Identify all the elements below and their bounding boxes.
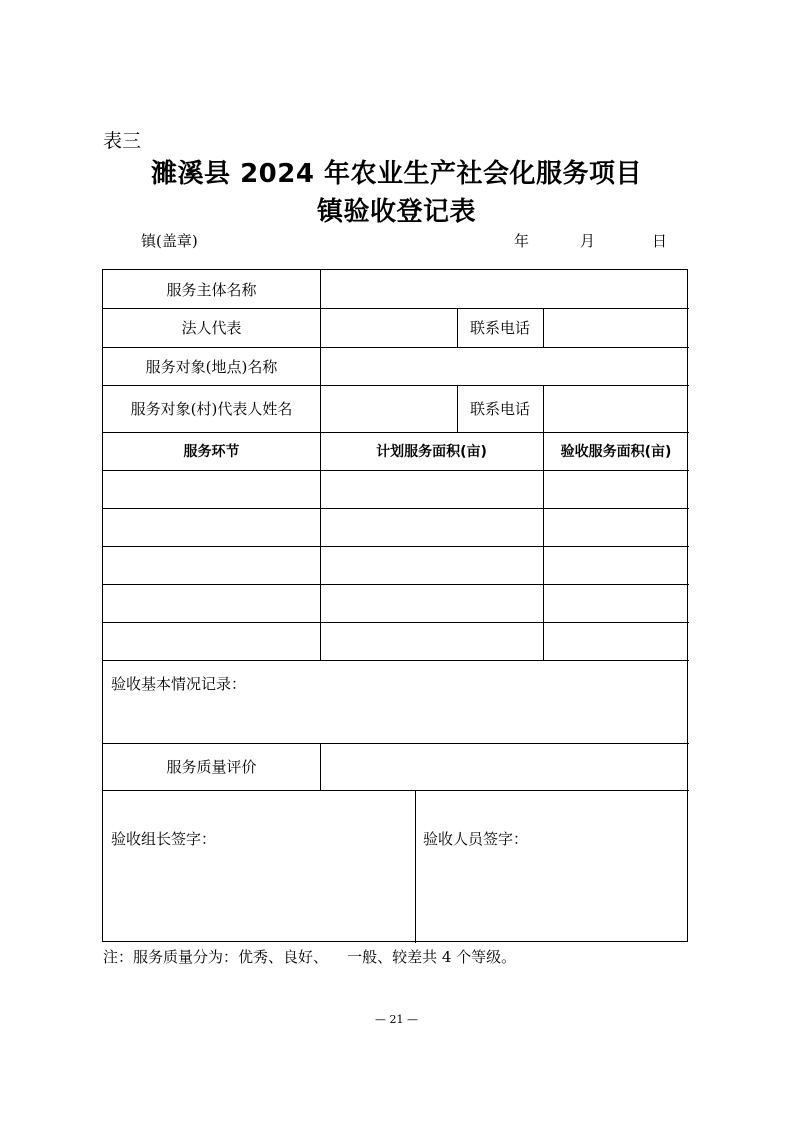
village-rep-name-label: 服务对象(村)代表人姓名 [130,400,293,418]
table-label: 表三 [103,130,142,152]
row-divider [103,660,689,661]
leader-signature-label: 验收组长签字： [111,829,217,848]
page-number: — 21 — [375,1013,418,1026]
quality-evaluation-field[interactable] [320,743,689,790]
year-label: 年 [514,232,530,250]
row-divider [103,790,689,791]
document-title-line1: 濉溪县 2024 年农业生产社会化服务项目 [151,159,642,189]
month-label: 月 [580,232,596,250]
legal-representative-label: 法人代表 [181,319,242,337]
service-entity-name-label: 服务主体名称 [166,280,257,299]
column-divider [415,790,416,943]
staff-signature-label: 验收人员签字： [423,829,529,848]
footnote: 注：服务质量分为：优秀、良好、 一般、较差共 4 个等级。 [103,948,517,966]
quality-evaluation-label: 服务质量评价 [166,758,257,776]
acceptance-record-label: 验收基本情况记录： [111,674,247,693]
day-label: 日 [652,232,668,250]
row-divider [103,584,689,585]
row-divider [103,546,689,547]
village-rep-name-field[interactable] [320,385,457,432]
row-divider [103,470,689,471]
column-header-accepted-area: 验收服务面积(亩) [560,444,672,460]
column-header-service-stage: 服务环节 [183,444,240,460]
document-title-line2: 镇验收登记表 [316,197,476,227]
contact-phone-field[interactable] [543,308,689,347]
service-target-name-field[interactable] [320,347,689,385]
contact-phone-label: 联系电话 [469,400,530,418]
legal-representative-field[interactable] [320,308,457,347]
row-divider [103,508,689,509]
contact-phone-label: 联系电话 [469,319,530,337]
row-divider [103,622,689,623]
service-target-name-label: 服务对象(地点)名称 [145,357,278,376]
column-header-planned-area: 计划服务面积(亩) [376,444,487,460]
contact-phone-field[interactable] [543,385,689,432]
service-entity-name-field[interactable] [320,270,689,308]
town-seal-label: 镇(盖章) [141,232,198,250]
registration-form [102,269,688,942]
